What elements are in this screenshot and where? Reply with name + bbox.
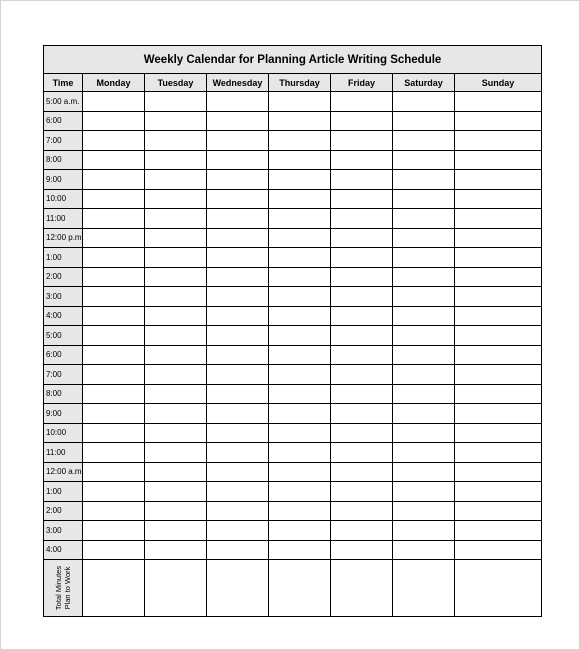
schedule-slot-wednesday[interactable] — [207, 423, 269, 443]
schedule-slot-thursday[interactable] — [269, 365, 331, 385]
schedule-slot-monday[interactable] — [83, 384, 145, 404]
time-row — [44, 482, 542, 502]
header-row — [44, 74, 542, 92]
schedule-slot-saturday[interactable] — [393, 462, 455, 482]
schedule-slot-thursday[interactable] — [269, 501, 331, 521]
schedule-slot-saturday[interactable] — [393, 111, 455, 131]
weekly-calendar-table — [43, 45, 542, 617]
schedule-slot-friday[interactable] — [331, 540, 393, 560]
schedule-slot-wednesday[interactable] — [207, 267, 269, 287]
time-row — [44, 248, 542, 268]
schedule-slot-wednesday[interactable] — [207, 540, 269, 560]
schedule-slot-sunday[interactable] — [455, 306, 542, 326]
schedule-slot-wednesday[interactable] — [207, 365, 269, 385]
schedule-slot-saturday[interactable] — [393, 189, 455, 209]
schedule-slot-monday[interactable] — [83, 540, 145, 560]
time-label: 4:00 — [44, 306, 83, 326]
schedule-slot-tuesday[interactable] — [145, 150, 207, 170]
time-row — [44, 228, 542, 248]
schedule-slot-tuesday[interactable] — [145, 423, 207, 443]
time-row — [44, 404, 542, 424]
schedule-slot-sunday[interactable] — [455, 482, 542, 502]
time-label: 9:00 — [44, 404, 83, 424]
schedule-slot-monday[interactable] — [83, 209, 145, 229]
time-row — [44, 423, 542, 443]
time-row — [44, 306, 542, 326]
schedule-slot-monday[interactable] — [83, 131, 145, 151]
schedule-slot-wednesday[interactable] — [207, 404, 269, 424]
schedule-slot-friday[interactable] — [331, 482, 393, 502]
schedule-slot-friday[interactable] — [331, 521, 393, 541]
header-monday: Monday — [83, 74, 145, 92]
schedule-slot-sunday[interactable] — [455, 345, 542, 365]
schedule-slot-monday[interactable] — [83, 462, 145, 482]
schedule-slot-thursday[interactable] — [269, 443, 331, 463]
time-label: 11:00 — [44, 443, 83, 463]
schedule-slot-wednesday[interactable] — [207, 345, 269, 365]
schedule-slot-saturday[interactable] — [393, 92, 455, 112]
schedule-slot-wednesday[interactable] — [207, 482, 269, 502]
schedule-slot-monday[interactable] — [83, 170, 145, 190]
schedule-slot-saturday[interactable] — [393, 150, 455, 170]
schedule-slot-sunday[interactable] — [455, 267, 542, 287]
total-minutes-line1: Total Minutes — [54, 565, 63, 611]
schedule-slot-thursday[interactable] — [269, 92, 331, 112]
time-row — [44, 189, 542, 209]
schedule-slot-sunday[interactable] — [455, 501, 542, 521]
schedule-slot-saturday[interactable] — [393, 501, 455, 521]
total-minutes-label — [54, 566, 72, 610]
time-label: 12:00 p.m. — [44, 228, 83, 248]
time-row — [44, 521, 542, 541]
time-row — [44, 326, 542, 346]
schedule-slot-thursday[interactable] — [269, 248, 331, 268]
schedule-slot-wednesday[interactable] — [207, 170, 269, 190]
schedule-slot-tuesday[interactable] — [145, 501, 207, 521]
total-minutes-slot-monday[interactable] — [83, 560, 145, 617]
schedule-slot-friday[interactable] — [331, 131, 393, 151]
schedule-slot-monday[interactable] — [83, 267, 145, 287]
schedule-slot-thursday[interactable] — [269, 287, 331, 307]
schedule-slot-thursday[interactable] — [269, 423, 331, 443]
schedule-slot-thursday[interactable] — [269, 189, 331, 209]
schedule-slot-wednesday[interactable] — [207, 384, 269, 404]
time-label: 2:00 — [44, 267, 83, 287]
schedule-slot-tuesday[interactable] — [145, 443, 207, 463]
schedule-slot-thursday[interactable] — [269, 209, 331, 229]
time-row — [44, 443, 542, 463]
time-row — [44, 131, 542, 151]
schedule-slot-thursday[interactable] — [269, 345, 331, 365]
schedule-slot-monday[interactable] — [83, 365, 145, 385]
schedule-slot-sunday[interactable] — [455, 443, 542, 463]
schedule-slot-thursday[interactable] — [269, 170, 331, 190]
schedule-slot-sunday[interactable] — [455, 287, 542, 307]
schedule-slot-thursday[interactable] — [269, 111, 331, 131]
time-label: 3:00 — [44, 287, 83, 307]
schedule-slot-tuesday[interactable] — [145, 384, 207, 404]
schedule-slot-monday[interactable] — [83, 228, 145, 248]
total-minutes-slot-thursday[interactable] — [269, 560, 331, 617]
time-row — [44, 111, 542, 131]
header-friday: Friday — [331, 74, 393, 92]
total-minutes-slot-wednesday[interactable] — [207, 560, 269, 617]
schedule-slot-saturday[interactable] — [393, 228, 455, 248]
schedule-slot-saturday[interactable] — [393, 540, 455, 560]
schedule-slot-wednesday[interactable] — [207, 92, 269, 112]
time-label: 4:00 — [44, 540, 83, 560]
calendar-title: Weekly Calendar for Planning Article Writing Schedule — [44, 46, 542, 74]
time-label: 6:00 — [44, 345, 83, 365]
schedule-slot-saturday[interactable] — [393, 306, 455, 326]
schedule-slot-saturday[interactable] — [393, 404, 455, 424]
schedule-slot-tuesday[interactable] — [145, 365, 207, 385]
total-minutes-row — [44, 560, 542, 617]
schedule-slot-tuesday[interactable] — [145, 267, 207, 287]
schedule-slot-wednesday[interactable] — [207, 189, 269, 209]
time-row — [44, 365, 542, 385]
schedule-slot-wednesday[interactable] — [207, 521, 269, 541]
schedule-slot-friday[interactable] — [331, 501, 393, 521]
schedule-slot-friday[interactable] — [331, 443, 393, 463]
schedule-slot-monday[interactable] — [83, 326, 145, 346]
schedule-slot-friday[interactable] — [331, 248, 393, 268]
schedule-slot-wednesday[interactable] — [207, 248, 269, 268]
schedule-slot-sunday[interactable] — [455, 150, 542, 170]
time-label: 10:00 — [44, 423, 83, 443]
time-row — [44, 267, 542, 287]
schedule-slot-friday[interactable] — [331, 150, 393, 170]
schedule-slot-monday[interactable] — [83, 150, 145, 170]
schedule-slot-monday[interactable] — [83, 287, 145, 307]
schedule-slot-wednesday[interactable] — [207, 228, 269, 248]
schedule-slot-saturday[interactable] — [393, 267, 455, 287]
time-label: 5:00 a.m. — [44, 92, 83, 112]
schedule-slot-thursday[interactable] — [269, 482, 331, 502]
schedule-slot-monday[interactable] — [83, 404, 145, 424]
schedule-slot-sunday[interactable] — [455, 462, 542, 482]
schedule-slot-wednesday[interactable] — [207, 501, 269, 521]
schedule-slot-saturday[interactable] — [393, 482, 455, 502]
schedule-slot-sunday[interactable] — [455, 423, 542, 443]
header-sunday: Sunday — [455, 74, 542, 92]
time-row — [44, 170, 542, 190]
schedule-slot-friday[interactable] — [331, 404, 393, 424]
schedule-slot-sunday[interactable] — [455, 521, 542, 541]
schedule-slot-tuesday[interactable] — [145, 345, 207, 365]
time-label: 12:00 a.m. — [44, 462, 83, 482]
time-row — [44, 92, 542, 112]
schedule-slot-tuesday[interactable] — [145, 92, 207, 112]
time-row — [44, 150, 542, 170]
schedule-slot-wednesday[interactable] — [207, 209, 269, 229]
schedule-slot-wednesday[interactable] — [207, 111, 269, 131]
schedule-slot-tuesday[interactable] — [145, 248, 207, 268]
time-row — [44, 209, 542, 229]
schedule-slot-tuesday[interactable] — [145, 209, 207, 229]
schedule-slot-wednesday[interactable] — [207, 443, 269, 463]
header-wednesday: Wednesday — [207, 74, 269, 92]
time-label: 10:00 — [44, 189, 83, 209]
time-label: 7:00 — [44, 131, 83, 151]
schedule-slot-monday[interactable] — [83, 111, 145, 131]
schedule-slot-saturday[interactable] — [393, 345, 455, 365]
schedule-slot-friday[interactable] — [331, 306, 393, 326]
schedule-slot-tuesday[interactable] — [145, 326, 207, 346]
schedule-slot-friday[interactable] — [331, 209, 393, 229]
schedule-slot-tuesday[interactable] — [145, 287, 207, 307]
total-minutes-slot-friday[interactable] — [331, 560, 393, 617]
schedule-slot-saturday[interactable] — [393, 423, 455, 443]
schedule-slot-tuesday[interactable] — [145, 404, 207, 424]
schedule-slot-thursday[interactable] — [269, 462, 331, 482]
schedule-slot-friday[interactable] — [331, 228, 393, 248]
schedule-slot-saturday[interactable] — [393, 209, 455, 229]
time-label: 7:00 — [44, 365, 83, 385]
schedule-slot-sunday[interactable] — [455, 404, 542, 424]
schedule-slot-sunday[interactable] — [455, 365, 542, 385]
schedule-slot-sunday[interactable] — [455, 384, 542, 404]
time-row — [44, 540, 542, 560]
schedule-slot-saturday[interactable] — [393, 131, 455, 151]
schedule-slot-tuesday[interactable] — [145, 111, 207, 131]
time-label: 1:00 — [44, 482, 83, 502]
schedule-slot-monday[interactable] — [83, 521, 145, 541]
schedule-slot-friday[interactable] — [331, 267, 393, 287]
time-label: 6:00 — [44, 111, 83, 131]
schedule-slot-wednesday[interactable] — [207, 150, 269, 170]
schedule-slot-tuesday[interactable] — [145, 306, 207, 326]
schedule-slot-sunday[interactable] — [455, 326, 542, 346]
schedule-slot-monday[interactable] — [83, 482, 145, 502]
schedule-slot-sunday[interactable] — [455, 111, 542, 131]
schedule-slot-wednesday[interactable] — [207, 326, 269, 346]
total-minutes-slot-saturday[interactable] — [393, 560, 455, 617]
schedule-slot-friday[interactable] — [331, 365, 393, 385]
schedule-slot-monday[interactable] — [83, 501, 145, 521]
total-minutes-label-cell — [44, 560, 83, 617]
schedule-slot-monday[interactable] — [83, 92, 145, 112]
time-label: 3:00 — [44, 521, 83, 541]
schedule-slot-tuesday[interactable] — [145, 540, 207, 560]
time-label: 2:00 — [44, 501, 83, 521]
schedule-slot-saturday[interactable] — [393, 384, 455, 404]
total-minutes-slot-sunday[interactable] — [455, 560, 542, 617]
schedule-slot-tuesday[interactable] — [145, 228, 207, 248]
schedule-slot-monday[interactable] — [83, 306, 145, 326]
total-minutes-line2: Plan to Work — [63, 566, 72, 610]
time-row — [44, 462, 542, 482]
schedule-slot-tuesday[interactable] — [145, 131, 207, 151]
time-label: 8:00 — [44, 384, 83, 404]
time-label: 8:00 — [44, 150, 83, 170]
schedule-slot-monday[interactable] — [83, 345, 145, 365]
schedule-slot-sunday[interactable] — [455, 170, 542, 190]
schedule-slot-monday[interactable] — [83, 443, 145, 463]
schedule-slot-wednesday[interactable] — [207, 287, 269, 307]
time-row — [44, 345, 542, 365]
schedule-slot-monday[interactable] — [83, 189, 145, 209]
header-tuesday: Tuesday — [145, 74, 207, 92]
schedule-slot-saturday[interactable] — [393, 326, 455, 346]
schedule-slot-saturday[interactable] — [393, 170, 455, 190]
schedule-slot-tuesday[interactable] — [145, 170, 207, 190]
schedule-slot-friday[interactable] — [331, 189, 393, 209]
schedule-slot-sunday[interactable] — [455, 228, 542, 248]
time-label: 1:00 — [44, 248, 83, 268]
header-saturday: Saturday — [393, 74, 455, 92]
header-time: Time — [44, 74, 83, 92]
header-thursday: Thursday — [269, 74, 331, 92]
schedule-slot-wednesday[interactable] — [207, 131, 269, 151]
schedule-slot-sunday[interactable] — [455, 540, 542, 560]
schedule-slot-sunday[interactable] — [455, 131, 542, 151]
time-label: 11:00 — [44, 209, 83, 229]
schedule-slot-thursday[interactable] — [269, 521, 331, 541]
schedule-slot-sunday[interactable] — [455, 92, 542, 112]
schedule-slot-thursday[interactable] — [269, 404, 331, 424]
schedule-slot-tuesday[interactable] — [145, 521, 207, 541]
schedule-slot-tuesday[interactable] — [145, 482, 207, 502]
schedule-slot-friday[interactable] — [331, 111, 393, 131]
total-minutes-slot-tuesday[interactable] — [145, 560, 207, 617]
schedule-slot-friday[interactable] — [331, 326, 393, 346]
time-label: 5:00 — [44, 326, 83, 346]
schedule-slot-friday[interactable] — [331, 287, 393, 307]
schedule-slot-thursday[interactable] — [269, 267, 331, 287]
schedule-slot-thursday[interactable] — [269, 131, 331, 151]
schedule-slot-saturday[interactable] — [393, 248, 455, 268]
schedule-slot-thursday[interactable] — [269, 384, 331, 404]
schedule-slot-sunday[interactable] — [455, 189, 542, 209]
schedule-slot-sunday[interactable] — [455, 248, 542, 268]
schedule-slot-monday[interactable] — [83, 423, 145, 443]
schedule-slot-saturday[interactable] — [393, 287, 455, 307]
schedule-slot-saturday[interactable] — [393, 443, 455, 463]
schedule-slot-monday[interactable] — [83, 248, 145, 268]
schedule-slot-tuesday[interactable] — [145, 189, 207, 209]
schedule-slot-wednesday[interactable] — [207, 462, 269, 482]
schedule-slot-friday[interactable] — [331, 170, 393, 190]
schedule-slot-thursday[interactable] — [269, 306, 331, 326]
schedule-slot-thursday[interactable] — [269, 150, 331, 170]
schedule-slot-friday[interactable] — [331, 345, 393, 365]
schedule-slot-saturday[interactable] — [393, 521, 455, 541]
time-row — [44, 501, 542, 521]
schedule-slot-friday[interactable] — [331, 92, 393, 112]
time-label: 9:00 — [44, 170, 83, 190]
schedule-slot-sunday[interactable] — [455, 209, 542, 229]
schedule-slot-tuesday[interactable] — [145, 462, 207, 482]
schedule-slot-thursday[interactable] — [269, 326, 331, 346]
schedule-slot-thursday[interactable] — [269, 228, 331, 248]
schedule-slot-saturday[interactable] — [393, 365, 455, 385]
schedule-slot-friday[interactable] — [331, 384, 393, 404]
schedule-slot-friday[interactable] — [331, 423, 393, 443]
time-row — [44, 287, 542, 307]
schedule-slot-friday[interactable] — [331, 462, 393, 482]
schedule-slot-thursday[interactable] — [269, 540, 331, 560]
time-row — [44, 384, 542, 404]
schedule-slot-wednesday[interactable] — [207, 306, 269, 326]
